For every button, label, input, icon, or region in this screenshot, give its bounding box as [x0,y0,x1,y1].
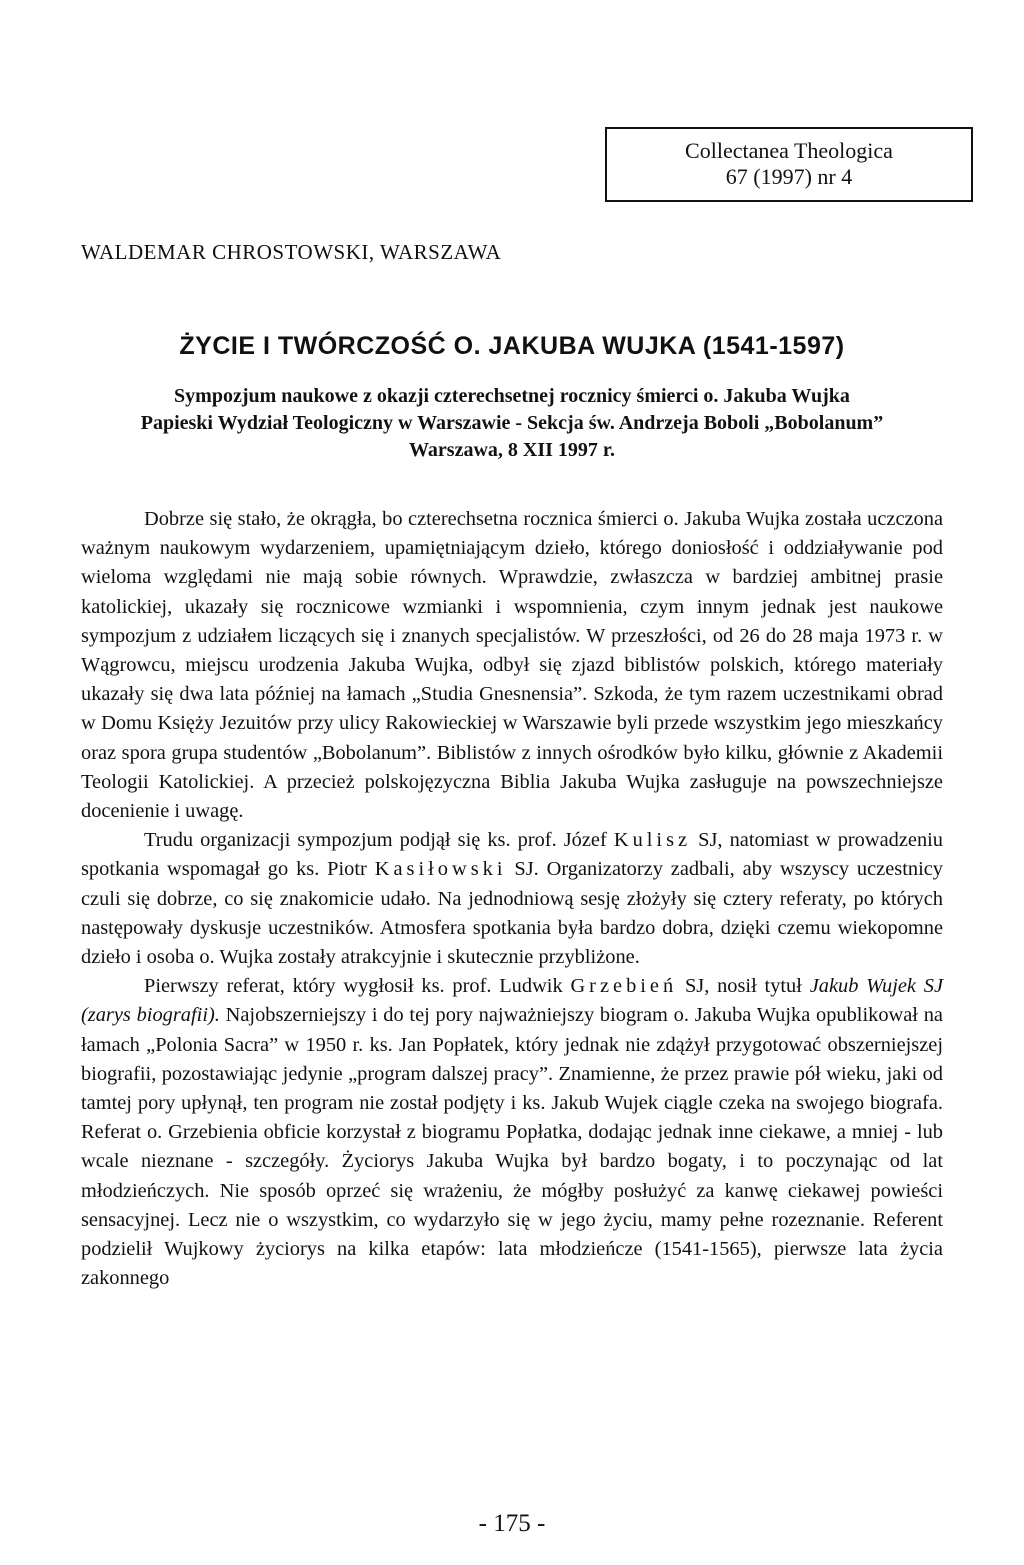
paragraph-2 [81,826,943,972]
body-text [81,505,943,1293]
paragraph-1: Dobrze się stało, że okrągła, bo czterechsetna rocznica śmierci o. Jakuba Wujka została uczczona ważnym naukowym wydarzeniem, upamiętniającym dzieło, którego doniosłość i oddziaływanie pod wieloma względami nie mają sobie równych. Wprawdzie, zwłaszcza w bardziej ambitnej prasie katolickiej, ukazały się rocznicowe wzmianki i wspomnienia, czym innym jednak jest naukowe sympozjum z udziałem liczących się i znanych specjalistów. W przeszłości, od 26 do 28 maja 1973 r. w Wągrowcu, miejscu urodzenia Jakuba Wujka, odbył się zjazd biblistów polskich, którego materiały ukazały się dwa lata później na łamach „Studia Gnesnensia”. Szkoda, że tym razem uczestnikami obrad w Domu Księży Jezuitów przy ulicy Rakowieckiej w Warszawie byli przede wszystkim jego mieszkańcy oraz spora grupa studentów „Bobolanum”. Biblistów z innych ośrodków było kilku, głównie z Akademii Teologii Katolickiej. A przecież polskojęzyczna Biblia Jakuba Wujka zasługuje na powszechniejsze docenienie i uwagę. [81,508,943,823]
journal-box [605,127,973,202]
article-subtitle [81,383,943,464]
paragraph-3-part-3: Najobszerniejszy i do tej pory najważniejszy biogram o. Jakuba Wujka opublikował na łamach „Polonia Sacra” w 1950 r. ks. Jan Popłatek, który jednak nie zdążył przygotować obszerniejszej biografii, pozostawiając jedynie „program dalszej pracy”. Znamienne, że przez prawie pół wieku, jaki od tamtej pory upłynął, ten program nie został podjęty i ks. Jakub Wujek ciągle czeka na swojego biografa. Referat o. Grzebienia obficie korzystał z biogramu Popłatka, dodając jednak inne ciekawe, a mniej - lub wcale nieznane - szczegóły. Życiorys Jakuba Wujka był bardzo bogaty, i to poczynając od lat młodzieńczych. Nie sposób oprzeć się wrażeniu, że mógłby posłużyć za kanwę ciekawej powieści sensacyjnej. Lecz nie o wszystkim, co wydarzyło się w jego życiu, mamy pełne rozeznanie. Referent podzielił Wujkowy życiorys na kilka etapów: lata młodzieńcze (1541-1565), pierwsze lata życia zakonnego [81,1004,943,1290]
paragraph-2-part-3: SJ. Organizatorzy zadbali, aby wszyscy uczestnicy czuli się dobrze, co się znakomicie udało. Na jednodniową sesję złożyły się cztery referaty, po których następowały dyskusje uczestników. Atmosfera spotkania była bardzo dobra, dzięki czemu wiekopomne dzieło i osoba o. Wujka zostały atrakcyjnie i skutecznie przybliżone. [81,858,943,969]
paragraph-2-part-1: Trudu organizacji sympozjum podjął się ks. prof. Józef [144,829,607,852]
person-name-grzebien: Grzebień [570,975,678,998]
paragraph-3-part-2: SJ, nosił tytuł [684,975,802,998]
page-number: - 175 - [478,1510,546,1537]
subtitle-line-1: Sympozjum naukowe z okazji czterechsetnej rocznicy śmierci o. Jakuba Wujka [174,385,850,407]
article-title: ŻYCIE I TWÓRCZOŚĆ O. JAKUBA WUJKA (1541-1597) [179,332,845,360]
person-name-kulisz: Kulisz [613,829,692,852]
subtitle-line-2: Papieski Wydział Teologiczny w Warszawie - Sekcja św. Andrzeja Boboli „Bobolanum” [140,412,884,434]
paragraph-2-part-2: SJ, natomiast w prowadzeniu spotkania wspomagał go ks. Piotr [81,829,944,881]
journal-name: Collectanea Theologica [685,138,893,163]
journal-issue: 67 (1997) nr 4 [725,164,853,189]
paragraph-3-part-1: Pierwszy referat, który wygłosił ks. prof. Ludwik [144,975,563,998]
subtitle-line-3: Warszawa, 8 XII 1997 r. [409,439,615,461]
work-title: Jakub Wujek SJ (zarys biografii). [81,975,943,1027]
author-line: WALDEMAR CHROSTOWSKI, WARSZAWA [81,240,502,264]
person-name-kasilowski: Kasiłowski [374,858,507,881]
paragraph-3 [81,972,943,1293]
